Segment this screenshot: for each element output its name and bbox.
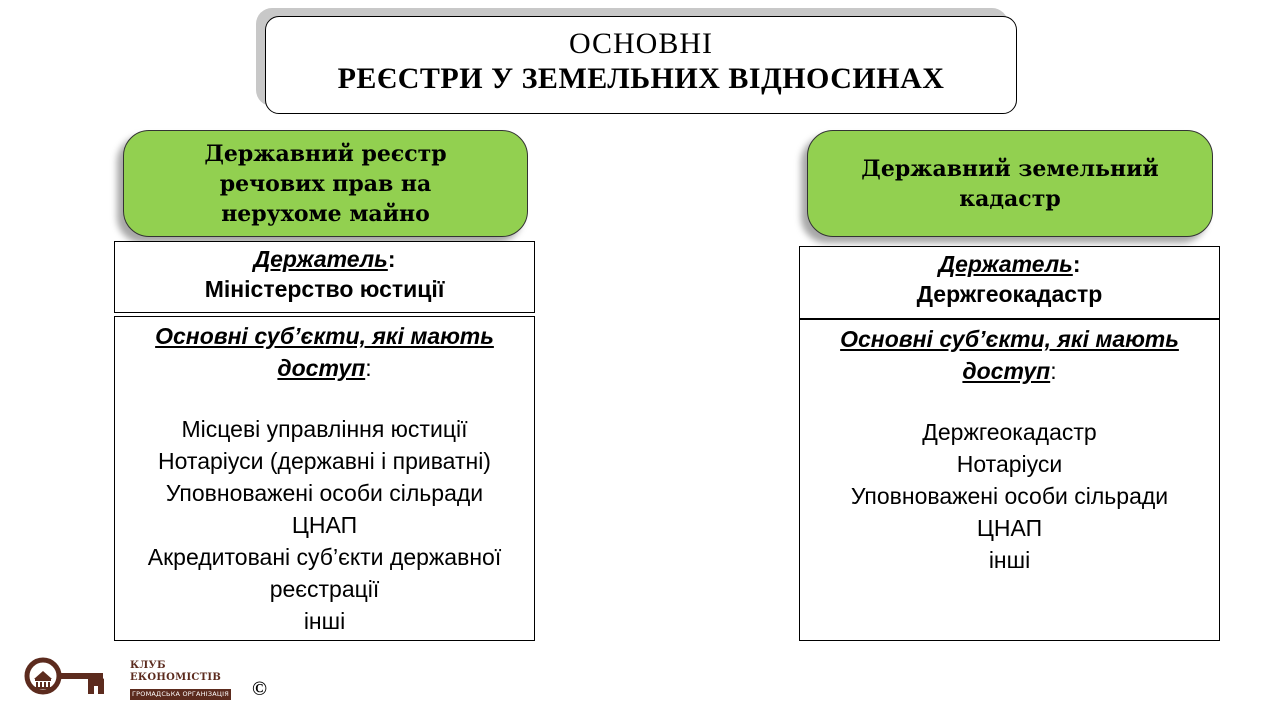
- logo-line-2: ЕКОНОМІСТІВ: [130, 672, 222, 683]
- list-item: Держгеокадастр: [922, 419, 1097, 445]
- right-access-colon: :: [1050, 358, 1057, 384]
- title-line-1: ОСНОВНІ: [568, 27, 714, 60]
- left-access-heading-2: доступ: [277, 355, 366, 381]
- copyright-sign: ©: [252, 678, 267, 700]
- page-title: [265, 16, 1017, 114]
- title-line-2: РЕЄСТРИ У ЗЕМЕЛЬНИХ ВІДНОСИНАХ: [337, 62, 945, 95]
- list-item: інші: [988, 547, 1031, 573]
- left-register-title: Державний реєстр речових прав на нерухоме майно: [204, 140, 447, 227]
- left-register-header: [123, 130, 528, 237]
- right-holder-box: [799, 246, 1220, 319]
- right-holder-value: Держгеокадастр: [916, 281, 1103, 307]
- list-item: Уповноважені особи сільради: [850, 483, 1169, 509]
- right-holder-label: Держатель: [938, 251, 1073, 277]
- list-item: Акредитовані суб’єкти державної: [147, 544, 502, 570]
- left-holder-colon: :: [387, 246, 396, 272]
- list-item: ЦНАП: [976, 515, 1043, 541]
- list-item: Уповноважені особи сільради: [165, 480, 484, 506]
- list-item: ЦНАП: [291, 512, 358, 538]
- left-holder-label: Держатель: [253, 246, 388, 272]
- right-holder-colon: :: [1072, 251, 1081, 277]
- right-access-heading-2: доступ: [962, 358, 1051, 384]
- right-access-box: [799, 319, 1220, 641]
- key-logo-icon: [22, 656, 107, 698]
- list-item: інші: [303, 608, 346, 634]
- right-access-list: [800, 416, 1219, 576]
- list-item: Місцеві управління юстиції: [181, 416, 468, 442]
- right-register-title: Державний земельний кадастр: [861, 155, 1159, 212]
- right-access-heading-1: Основні суб’єкти, які мають: [840, 326, 1179, 352]
- right-register-header: [807, 130, 1213, 237]
- list-item: Нотаріуси: [956, 451, 1063, 477]
- logo-text: [130, 660, 221, 684]
- left-access-heading-1: Основні суб’єкти, які мають: [155, 323, 494, 349]
- left-access-list: [115, 413, 534, 637]
- left-holder-value: Міністерство юстиції: [204, 276, 445, 302]
- logo-line-1: КЛУБ: [130, 660, 166, 671]
- left-access-box: [114, 316, 535, 641]
- left-access-colon: :: [365, 355, 372, 381]
- list-item: реєстрації: [269, 576, 380, 602]
- left-holder-box: [114, 241, 535, 313]
- logo-band: ГРОМАДСЬКА ОРГАНІЗАЦІЯ: [131, 690, 229, 698]
- list-item: Нотаріуси (державні і приватні): [158, 448, 491, 474]
